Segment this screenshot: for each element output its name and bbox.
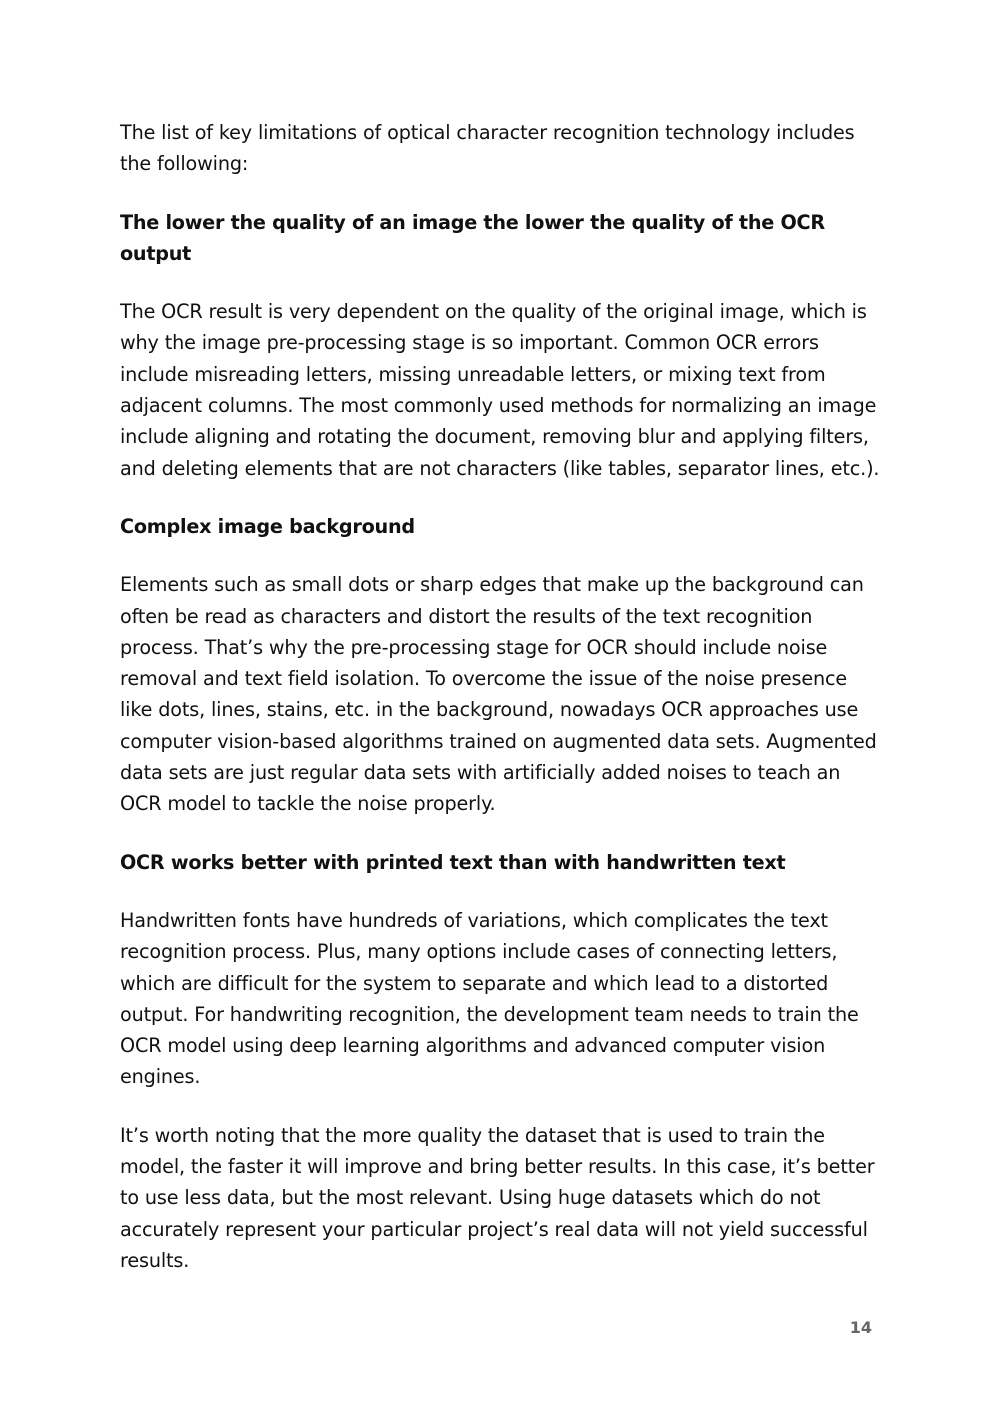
section-heading-image-quality: The lower the quality of an image the lower the quality of the OCR output [120,210,825,265]
document-body [120,117,880,1303]
section-paragraph-complex-background: Elements such as small dots or sharp edges that make up the background can often be read as characters and distort the results of the text recognition process. That’s why the pre-processing stage for OCR should include noise removal and text field isolation. To overcome the issue of the noise presence like dots, lines, stains, etc. in the background, nowadays OCR approaches use computer vision-based algorithms trained on augmented data sets. Augmented data sets are just regular data sets with artificially added noises to teach an OCR model to tackle the noise properly. [120,573,877,816]
section-heading-complex-background: Complex image background [120,514,415,538]
section-paragraph-image-quality: The OCR result is very dependent on the quality of the original image, which is why the image pre-processing stage is so important. Common OCR errors include misreading letters, missing unreadable letters, or mixing text from adjacent columns. The most commonly used methods for normalizing an image include aligning and rotating the document, removing blur and applying filters, and deleting elements that are not characters (like tables, separator lines, etc.). [120,300,880,480]
section-heading-handwritten-text: OCR works better with printed text than with handwritten text [120,850,786,874]
section-paragraph-dataset-quality: It’s worth noting that the more quality the dataset that is used to train the model, the faster it will improve and bring better results. In this case, it’s better to use less data, but the most relevant. Using huge datasets which do not accurately represent your particular project’s real data will not yield successful results. [120,1123,875,1272]
page-number: 14 [849,1318,872,1337]
section-paragraph-handwritten-text: Handwritten fonts have hundreds of variations, which complicates the text recognition process. Plus, many options include cases of connecting letters, which are difficult for the system to separate and which lead to a distorted output. For handwriting recognition, the development team needs to train the OCR model using deep learning algorithms and advanced computer vision engines. [120,908,859,1089]
intro-paragraph: The list of key limitations of optical character recognition technology includes the following: [120,121,855,176]
